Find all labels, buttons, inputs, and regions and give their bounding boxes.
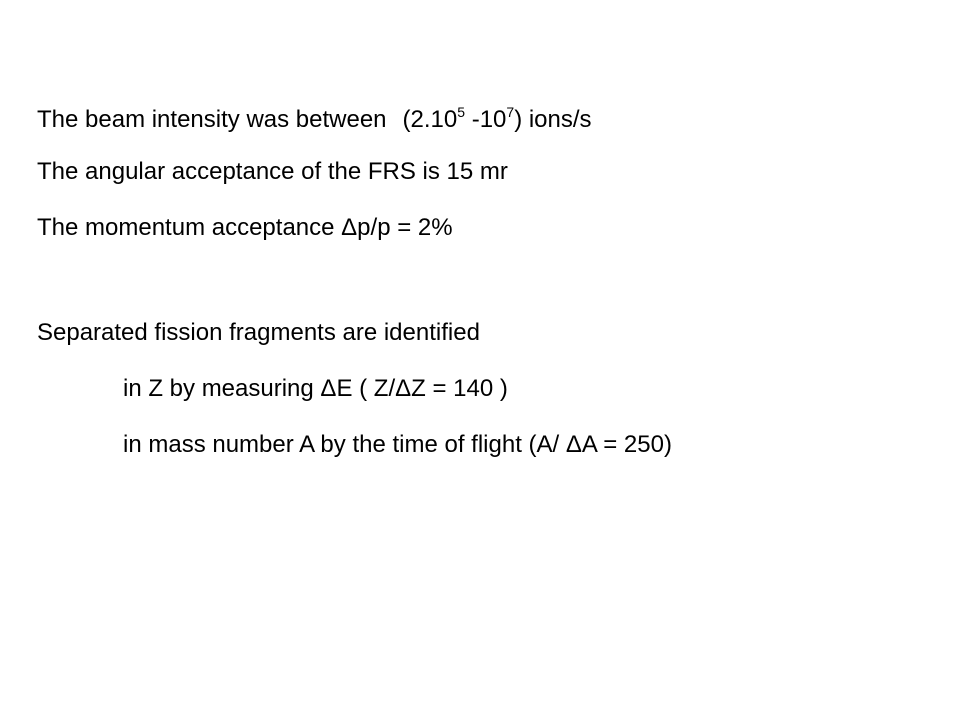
exponent-7: 7 bbox=[506, 104, 515, 120]
momentum-acceptance-line: The momentum acceptance Δp/p = 2% bbox=[37, 214, 453, 241]
beam-intensity-middle: -10 bbox=[465, 106, 507, 133]
beam-intensity-open: (2.10 bbox=[402, 106, 458, 133]
fission-fragments-line: Separated fission fragments are identified bbox=[37, 319, 480, 346]
angular-acceptance-line: The angular acceptance of the FRS is 15 mr bbox=[37, 158, 508, 185]
mass-number-line: in mass number A by the time of flight (A/ ΔA = 250) bbox=[123, 431, 672, 458]
z-measurement-line: in Z by measuring ΔE ( Z/ΔZ = 140 ) bbox=[123, 375, 508, 402]
beam-intensity-line bbox=[37, 105, 592, 137]
beam-intensity-prefix: The beam intensity was between bbox=[37, 106, 387, 133]
beam-intensity-suffix: ) ions/s bbox=[514, 106, 592, 133]
exponent-5: 5 bbox=[457, 104, 466, 120]
